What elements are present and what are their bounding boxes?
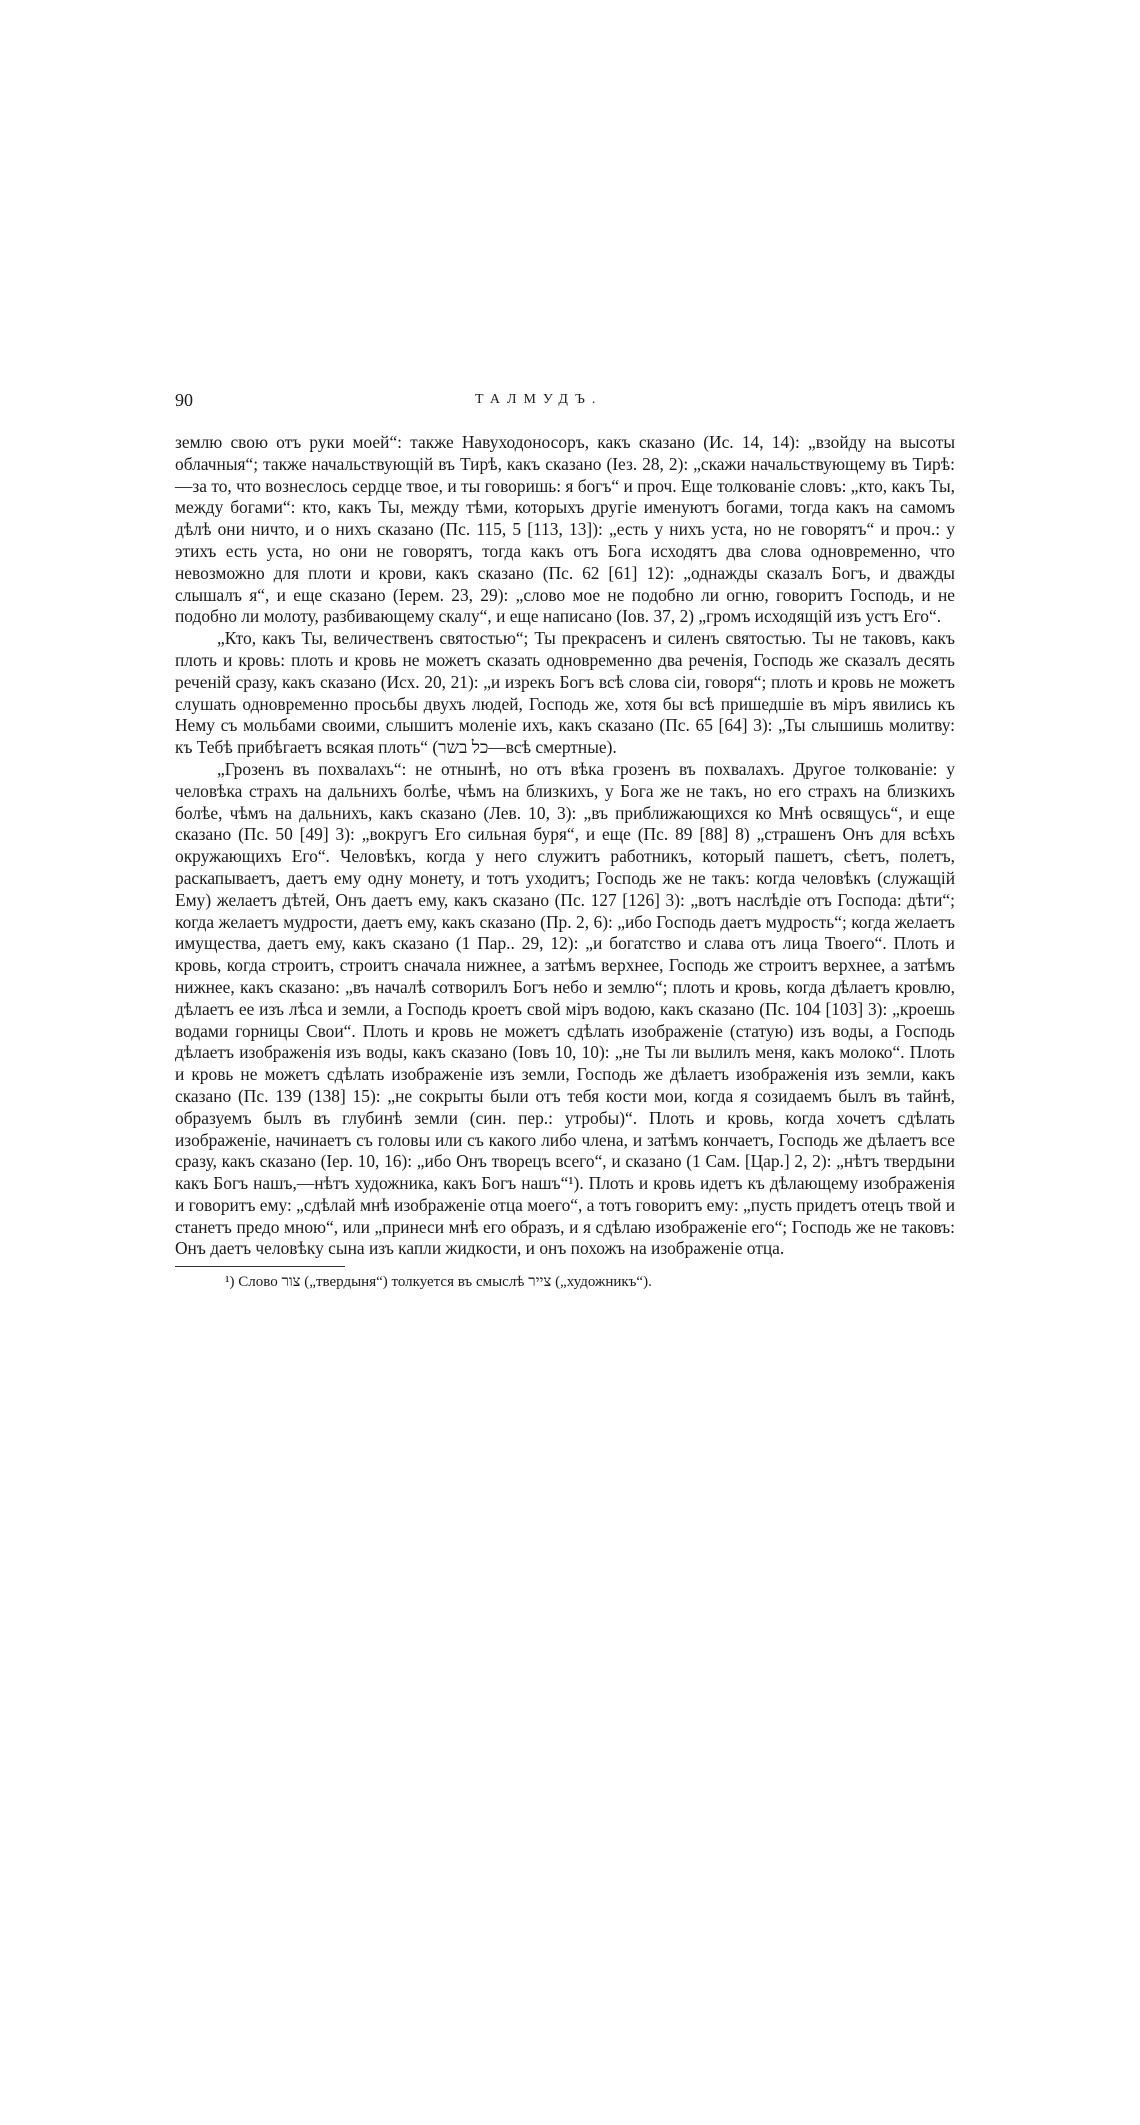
page-header bbox=[175, 390, 955, 426]
paragraph-2: „Кто, какъ Ты, величественъ святостью“; Ты прекрасенъ и силенъ святостью. Ты не таковъ, какъ плоть и кровь: плоть и кровь не можетъ сказать одновременно два реченія, Господь же сказалъ десять реченій сразу, какъ сказано (Исх. 20, 21): „и изрекъ Богъ всѣ слова сіи, говоря“; плоть и кровь не можетъ слушать одновременно просьбы двухъ людей, Господь же, хотя бы всѣ пришедшіе въ міръ явились къ Нему съ мольбами своими, слышитъ моленіе ихъ, какъ сказано (Пс. 65 [64] 3): „Ты слышишь молитву: къ Тебѣ прибѣгаетъ всякая плоть“ (כל בשר—всѣ смертные). bbox=[175, 628, 955, 758]
footnote-divider bbox=[175, 1266, 345, 1267]
paragraph-1: землю свою отъ руки моей“: также Навуходоносоръ, какъ сказано (Ис. 14, 14): „взойду на высоты облачныя“; также начальствующій въ Тирѣ, какъ сказано (Iез. 28, 2): „скажи начальствующему въ Тирѣ:—за то, что вознеслось сердце твое, и ты говоришь: я богъ“ и проч. Еще толкованіе словъ: „кто, какъ Ты, между богами“: кто, какъ Ты, между тѣми, которыхъ другіе именуютъ богами, тогда какъ на самомъ дѣлѣ они ничто, и о нихъ сказано (Пс. 115, 5 [113, 13]): „есть у нихъ уста, но не говорятъ“ и проч.: у этихъ есть уста, но они не говорятъ, тогда какъ отъ Бога исходятъ два слова одновременно, что невозможно для плоти и крови, какъ сказано (Пс. 62 [61] 12): „однажды сказалъ Богъ, и дважды слышалъ я“, и еще сказано (Iерем. 23, 29): „слово мое не подобно ли огню, говоритъ Господь, и не подобно ли молоту, разбивающему скалу“, и еще написано (Iов. 37, 2) „громъ исходящій изъ устъ Его“. bbox=[175, 432, 955, 627]
running-title: ТАЛМУДЪ. bbox=[475, 392, 603, 407]
page-number: 90 bbox=[175, 390, 193, 410]
paragraph-3: „Грозенъ въ похвалахъ“: не отнынѣ, но отъ вѣка грозенъ въ похвалахъ. Другое толкованіе: у человѣка страхъ на дальнихъ болѣе, чѣмъ на близкихъ, у Бога же не такъ, но его страхъ на близкихъ болѣе, чѣмъ на дальнихъ, какъ сказано (Лев. 10, 3): „въ приближающихся ко Мнѣ освящусь“, и еще сказано (Пс. 50 [49] 3): „вокругъ Его сильная буря“, и еще (Пс. 89 [88] 8) „страшенъ Онъ для всѣхъ окружающихъ Его“. Человѣкъ, когда у него служитъ работникъ, который пашетъ, сѣетъ, полетъ, раскапываетъ, даетъ ему одну монету, и тотъ уходитъ; Господь же не такъ: когда человѣкъ (служащій Ему) желаетъ дѣтей, Онъ даетъ ему, какъ сказано (Пс. 127 [126] 3): „вотъ наслѣдіе отъ Господа: дѣти“; когда желаетъ мудрости, даетъ ему, какъ сказано (Пр. 2, 6): „ибо Господь даетъ мудрость“; когда желаетъ имущества, даетъ ему, какъ сказано (1 Пар.. 29, 12): „и богатство и слава отъ лица Твоего“. Плоть и кровь, когда строитъ, строитъ сначала нижнее, а затѣмъ верхнее, Господь же строитъ верхнее, а затѣмъ нижнее, какъ сказано: „въ началѣ сотворилъ Богъ небо и землю“; плоть и кровь, когда дѣлаетъ кровлю, дѣлаетъ ее изъ лѣса и земли, а Господь кроетъ свой міръ водою, какъ сказано (Пс. 104 [103] 3): „кроешь водами горницы Свои“. Плоть и кровь не можетъ сдѣлать изображеніе (статую) изъ воды, а Господь дѣлаетъ изображенія изъ воды, какъ сказано (Iовъ 10, 10): „не Ты ли вылилъ меня, какъ молоко“. Плоть и кровь не можетъ сдѣлать изображеніе изъ земли, Господь же дѣлаетъ изображенія изъ земли, какъ сказано (Пс. 139 (138] 15): „не сокрыты были отъ тебя кости мои, когда я созидаемъ былъ въ тайнѣ, образуемъ былъ въ глубинѣ земли (син. пер.: утробы)“. Плоть и кровь, когда хочетъ сдѣлать изображеніе, начинаетъ съ головы или съ какого либо члена, и затѣмъ кончаетъ, Господь же дѣлаетъ все сразу, какъ сказано (Iер. 10, 16): „ибо Онъ творецъ всего“, и сказано (1 Сам. [Цар.] 2, 2): „нѣтъ твердыни какъ Богъ нашъ,—нѣтъ художника, какъ Богъ нашъ“¹). Плоть и кровь идетъ къ дѣлающему изображенія и говоритъ ему: „сдѣлай мнѣ изображеніе отца моего“, а тотъ говоритъ ему: „пусть придетъ отецъ твой и станетъ предо мною“, или „принеси мнѣ его образъ, и я сдѣлаю изображеніе его“; Господь же не таковъ: Онъ даетъ человѣку сына изъ капли жидкости, и онъ похожъ на изображеніе отца. bbox=[175, 758, 955, 1259]
body-text bbox=[175, 432, 955, 1260]
footnote: ¹) Слово צור („твердыня“) толкуется въ смыслѣ צייר („художникъ“). bbox=[225, 1274, 652, 1291]
book-page bbox=[175, 390, 955, 1291]
